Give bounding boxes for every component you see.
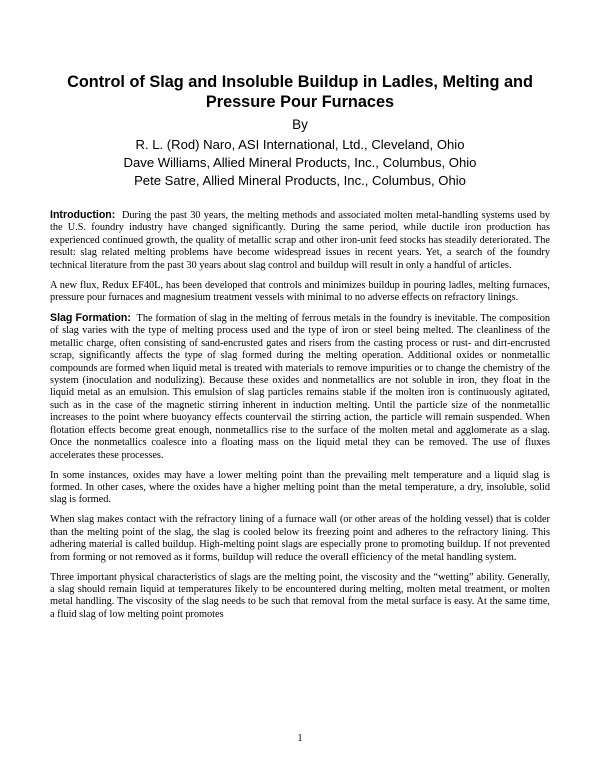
paragraph-oxides bbox=[50, 470, 550, 507]
by-line: By bbox=[292, 117, 308, 132]
section-heading-slag-formation: Slag Formation: bbox=[50, 312, 131, 325]
paragraph-flux bbox=[50, 280, 550, 305]
paragraph-text: The formation of slag in the melting of ferrous metals in the foundry is inevitable. The composition of slag varies with the type of melting process used and the type of iron or steel being melted. The cleanliness of the metallic charge, often consisting of sand-encrusted gates and risers from the casting process or rust- and dirt-encrusted scrap, significantly affects the type of slag formed during the melting operation. Additional oxides or nonmetallic compounds are formed when liquid metal is treated with materials to remove impurities or to change the chemistry of the system (inoculation and nodulizing). Because these oxides and nonmetallics are not soluble in iron, they float in the liquid metal as an emulsion. This emulsion of slag particles remains stable if the molten iron is continuously agitated, such as in the case of the magnetic stirring inherent in induction melting. Until the particle size of the nonmetallic increases to the point where buoyancy effects countervail the stirring action, the particle will remain suspended. When flotation effects become great enough, nonmetallics rise to the surface of the molten metal and agglomerate as a slag. Once the nonmetallics coalesce into a floating mass on the liquid metal they can be removed. The use of fluxes accelerates these processes. bbox=[50, 313, 551, 461]
author-3: Pete Satre, Allied Mineral Products, Inc., Columbus, Ohio bbox=[134, 173, 466, 188]
body-text bbox=[50, 209, 550, 629]
author-list bbox=[20, 136, 580, 190]
paragraph-text: In some instances, oxides may have a lower melting point than the prevailing melt temperature and a liquid slag is formed. In other cases, where the oxides have a higher melting point than the metal temperature, a dry, insoluble, solid slag is formed. bbox=[50, 469, 550, 506]
paragraph-text: When slag makes contact with the refractory lining of a furnace wall (or other areas of the holding vessel) that is colder than the melting point of the slag, the slag is cooled below its freezing point and adheres to the refractory lining. This adhering material is called buildup. High-melting point slags are especially prone to promoting buildup. If not prevented from forming or not removed as it forms, buildup will reduce the overall efficiency of the metal handling system. bbox=[50, 514, 550, 563]
paragraph-text: A new flux, Redux EF40L, has been developed that controls and minimizes buildup in pouring ladles, melting furnaces, pressure pour furnaces and magnesium treatment vessels with minimal to no adverse effects on refractory linings. bbox=[50, 279, 550, 304]
paragraph-slag-formation bbox=[50, 312, 550, 462]
section-heading-introduction: Introduction: bbox=[50, 209, 116, 221]
paragraph-text: Three important physical characteristics of slags are the melting point, the viscosity and the “wetting” ability. Generally, a slag should remain liquid at temperatures likely to be encountered during melting, molten metal treatment, or molten metal handling. The viscosity of the slag needs to be such that removal from the metal surface is easy. At the same time, a fluid slag of low melting point promotes bbox=[50, 571, 550, 620]
author-1: R. L. (Rod) Naro, ASI International, Ltd., Cleveland, Ohio bbox=[135, 137, 465, 152]
paper-title: Control of Slag and Insoluble Buildup in Ladles, Melting and Pressure Pour Furnaces bbox=[67, 73, 533, 111]
paragraph-text: During the past 30 years, the melting methods and associated molten metal-handling systems used by the U.S. foundry industry have changed significantly. During the same period, while ductile iron production has experienced continued growth, the quality of metallic scrap and other iron-unit feed stocks has steadily deteriorated. The result: slag related melting problems have become widespread issues in recent years. Yet, a search of the foundry technical literature from the past 30 years about slag control and buildup will result in only a handful of articles. bbox=[50, 210, 550, 271]
author-2: Dave Williams, Allied Mineral Products, Inc., Columbus, Ohio bbox=[123, 155, 477, 170]
paragraph-characteristics bbox=[50, 572, 550, 622]
paragraph-introduction bbox=[50, 209, 550, 272]
page-number: 1 bbox=[297, 733, 303, 744]
paragraph-buildup bbox=[50, 514, 550, 564]
